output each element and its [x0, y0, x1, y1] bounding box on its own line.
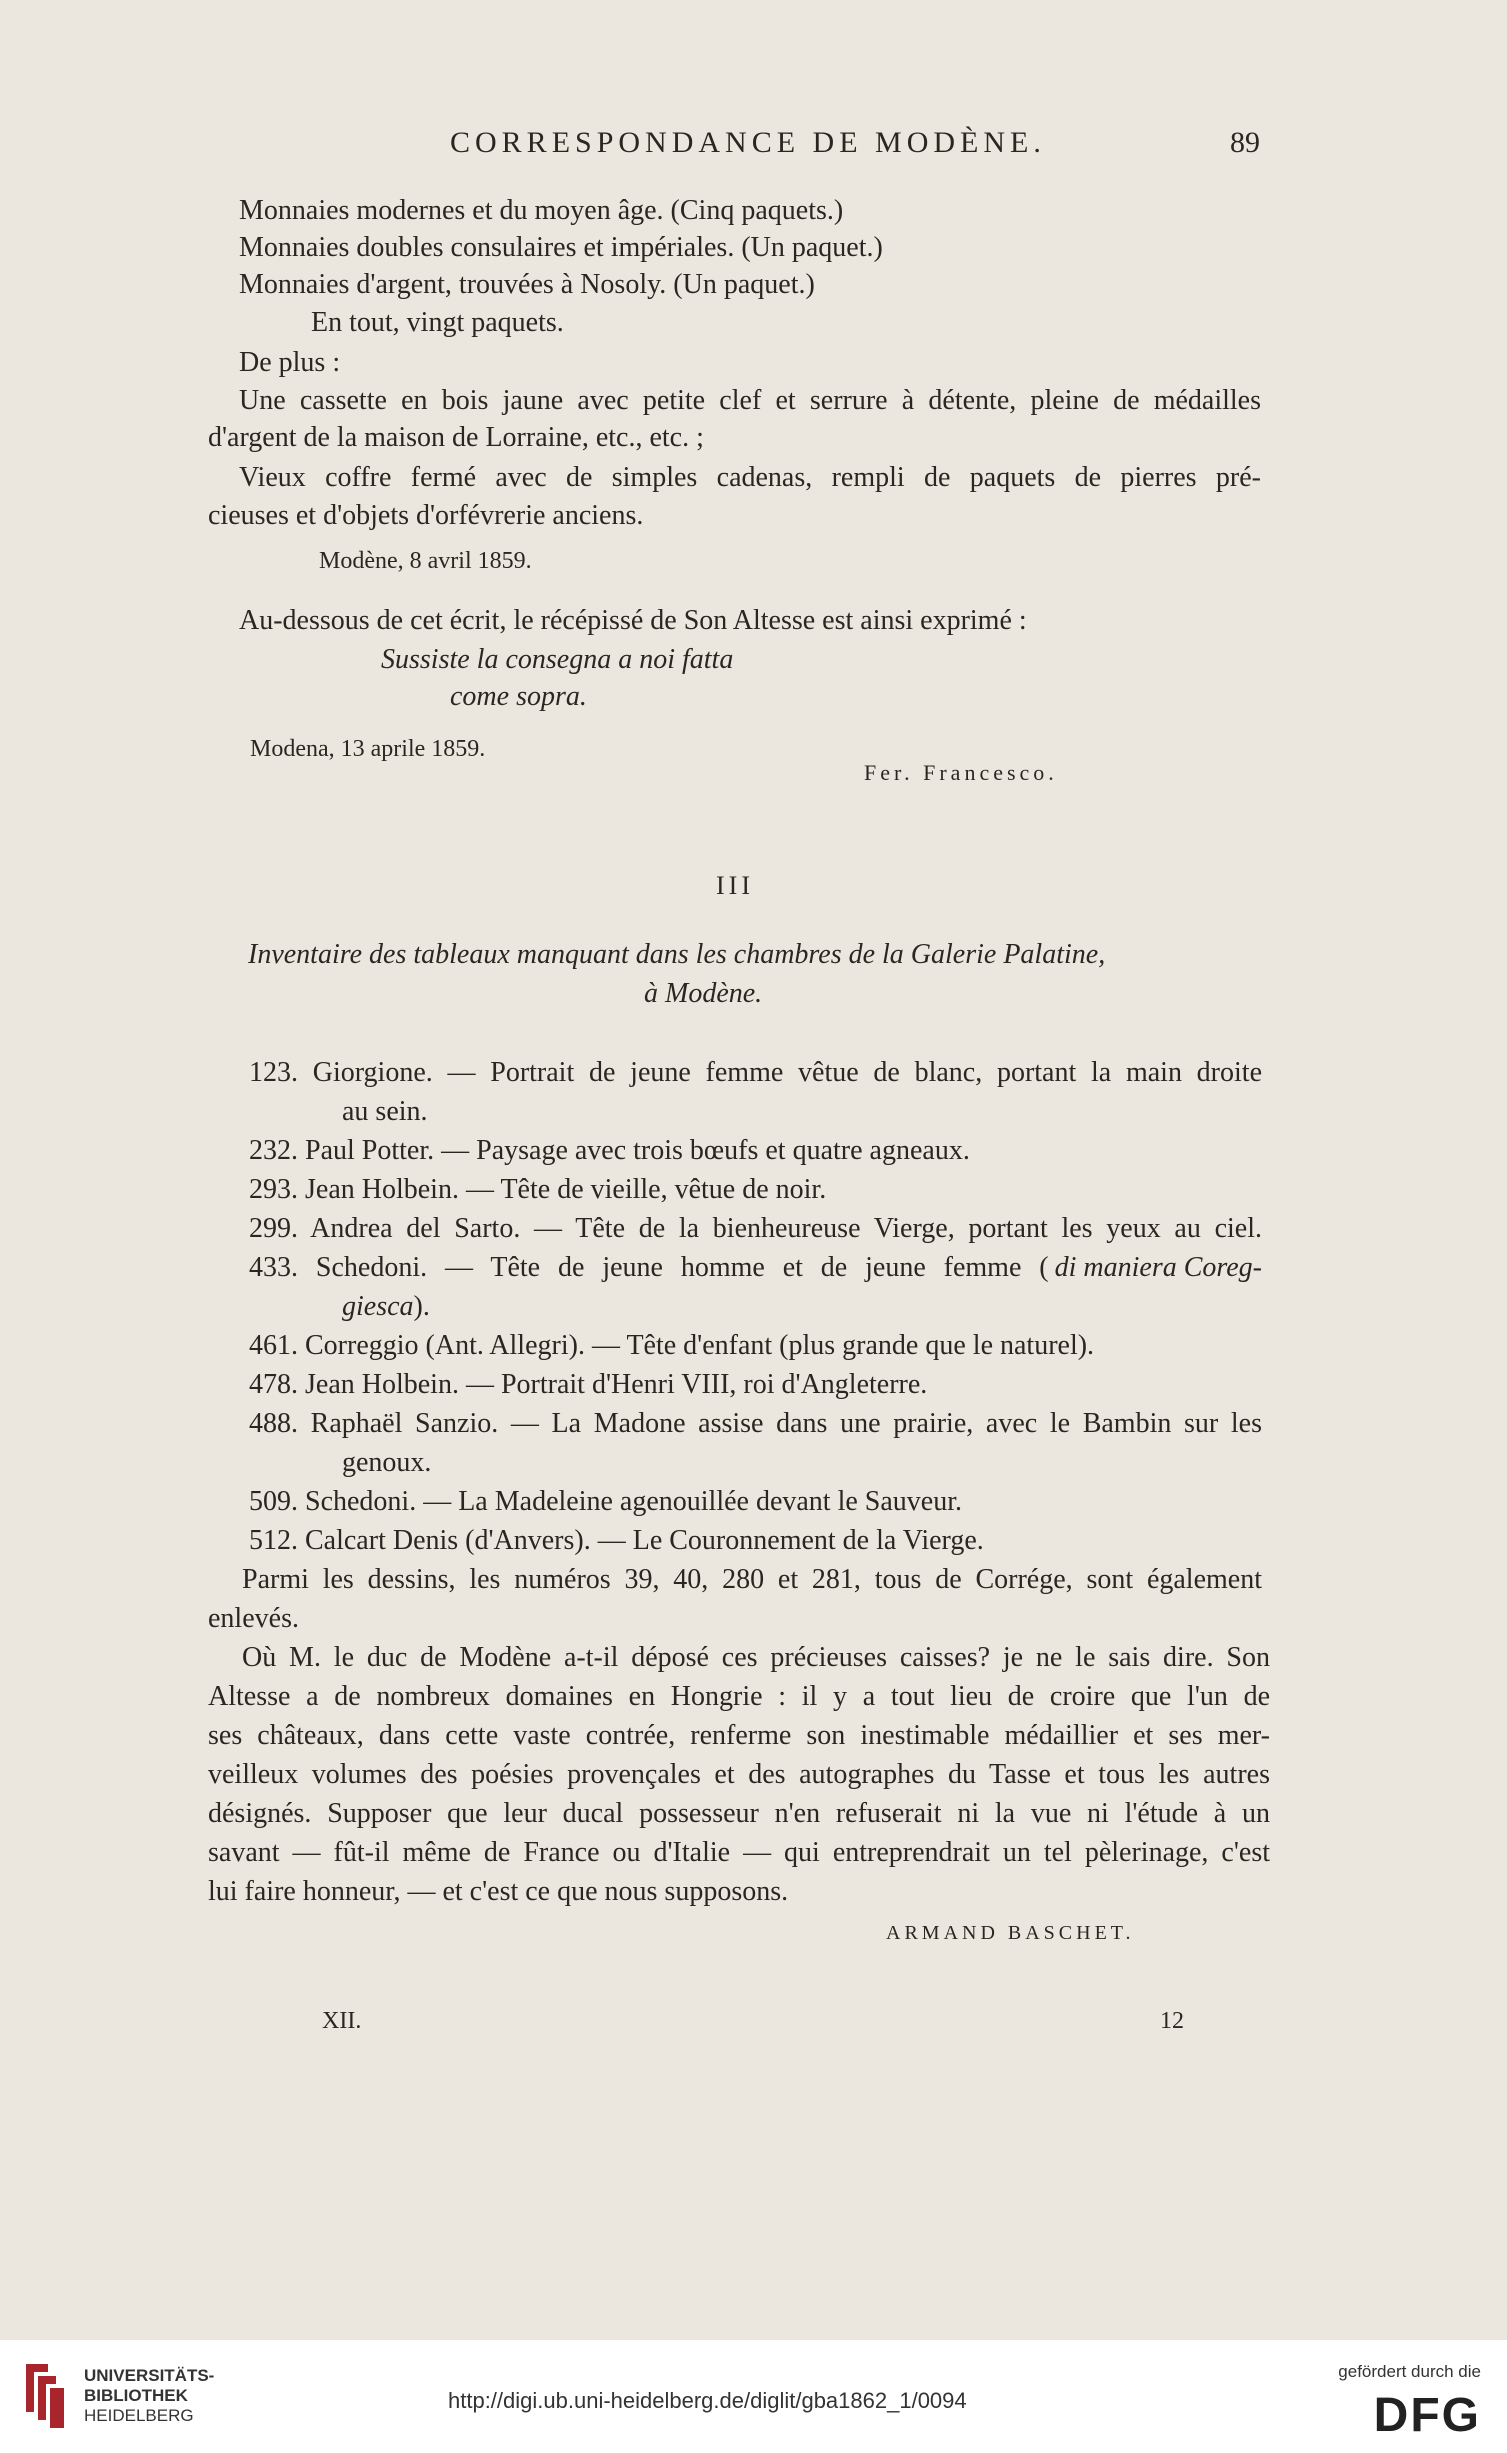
inventory-entry: au sein. [342, 1096, 428, 1127]
funding-label: gefördert durch die [1338, 2362, 1481, 2381]
text-line: Monnaies doubles consulaires et impériales. (Un paquet.) [239, 232, 883, 263]
text-line: Une cassette en bois jaune avec petite clef et serrure à détente, pleine de médailles [239, 385, 1261, 416]
text-line: Vieux coffre fermé avec de simples cadenas, rempli de paquets de pierres pré- [239, 462, 1261, 493]
section-heading: à Modène. [644, 978, 763, 1009]
paragraph-line: lui faire honneur, — et c'est ce que nous supposons. [208, 1876, 789, 1907]
entry-italic: di maniera Coreg- [1054, 1252, 1262, 1283]
inventory-entry: 123. Giorgione. — Portrait de jeune femme vêtue de blanc, portant la main droite [249, 1057, 1262, 1088]
library-name-line: HEIDELBERG [84, 2406, 194, 2425]
inventory-entry [249, 1250, 1262, 1286]
inventory-entry [342, 1289, 430, 1325]
entry-text: ). [413, 1291, 430, 1322]
dateline: Modène, 8 avril 1859. [319, 548, 532, 574]
text-line: d'argent de la maison de Lorraine, etc., etc. ; [208, 422, 704, 453]
dateline: Modena, 13 aprile 1859. [250, 736, 486, 762]
inventory-entry: 478. Jean Holbein. — Portrait d'Henri VIII, roi d'Angleterre. [249, 1369, 928, 1400]
text-line: Monnaies modernes et du moyen âge. (Cinq paquets.) [239, 195, 844, 226]
text-line: cieuses et d'objets d'orfévrerie anciens. [208, 500, 644, 531]
text-line: En tout, vingt paquets. [311, 307, 564, 338]
section-number: III [716, 871, 754, 900]
paragraph-line: Altesse a de nombreux domaines en Hongrie : il y a tout lieu de croire que l'un de [208, 1681, 1270, 1712]
entry-italic: giesca [342, 1291, 414, 1322]
signature: Fer. Francesco. [864, 760, 1058, 785]
inventory-entry: 488. Raphaël Sanzio. — La Madone assise dans une prairie, avec le Bambin sur les [249, 1408, 1262, 1439]
paragraph-line: Où M. le duc de Modène a-t-il déposé ces précieuses caisses? je ne le sais dire. Son [242, 1642, 1270, 1673]
author-signature: ARMAND BASCHET. [886, 1922, 1135, 1944]
entry-text: 433. Schedoni. — Tête de jeune homme et de jeune femme ( [249, 1252, 1049, 1283]
running-title: CORRESPONDANCE DE MODÈNE. [450, 126, 1046, 159]
inventory-entry: 293. Jean Holbein. — Tête de vieille, vêtue de noir. [249, 1174, 827, 1205]
signature-mark-left: XII. [322, 2008, 362, 2034]
inventory-entry: genoux. [342, 1447, 432, 1478]
library-name-line: BIBLIOTHEK [84, 2386, 188, 2405]
library-logo-icon [18, 2360, 70, 2432]
library-name [84, 2366, 214, 2426]
italic-quote: Sussiste la consegna a noi fatta [381, 644, 734, 675]
section-heading: Inventaire des tableaux manquant dans les chambres de la Galerie Palatine, [248, 939, 1106, 970]
paragraph-line: Parmi les dessins, les numéros 39, 40, 280 et 281, tous de Corrége, sont également [242, 1564, 1262, 1595]
digitization-footer [0, 2340, 1507, 2453]
text-line: De plus : [239, 347, 341, 378]
paragraph-line: savant — fût-il même de France ou d'Italie — qui entreprendrait un tel pèlerinage, c'est [208, 1837, 1270, 1868]
inventory-entry: 461. Correggio (Ant. Allegri). — Tête d'enfant (plus grande que le naturel). [249, 1330, 1095, 1361]
inventory-entry: 232. Paul Potter. — Paysage avec trois bœufs et quatre agneaux. [249, 1135, 970, 1166]
signature-mark-right: 12 [1160, 2008, 1184, 2034]
paragraph-line: enlevés. [208, 1603, 299, 1634]
inventory-entry: 509. Schedoni. — La Madeleine agenouillée devant le Sauveur. [249, 1486, 963, 1517]
paragraph-line: ses châteaux, dans cette vaste contrée, renferme son inestimable médaillier et ses mer- [208, 1720, 1270, 1751]
paragraph-line: désignés. Supposer que leur ducal possesseur n'en refuserait ni la vue ni l'étude à un [208, 1798, 1270, 1829]
library-name-line: UNIVERSITÄTS- [84, 2366, 215, 2385]
inventory-entry: 512. Calcart Denis (d'Anvers). — Le Couronnement de la Vierge. [249, 1525, 984, 1556]
dfg-logo: DFG [1373, 2389, 1481, 2442]
inventory-entry: 299. Andrea del Sarto. — Tête de la bienheureuse Vierge, portant les yeux au ciel. [249, 1213, 1262, 1244]
text-line: Au-dessous de cet écrit, le récépissé de Son Altesse est ainsi exprimé : [239, 605, 1027, 636]
text-line: Monnaies d'argent, trouvées à Nosoly. (Un paquet.) [239, 269, 815, 300]
page-number: 89 [1230, 126, 1260, 159]
permalink[interactable]: http://digi.ub.uni-heidelberg.de/diglit/gba1862_1/0094 [448, 2388, 967, 2413]
paragraph-line: veilleux volumes des poésies provençales et des autographes du Tasse et tous les autres [208, 1759, 1270, 1790]
italic-quote: come sopra. [450, 681, 587, 712]
running-header [200, 126, 1260, 166]
